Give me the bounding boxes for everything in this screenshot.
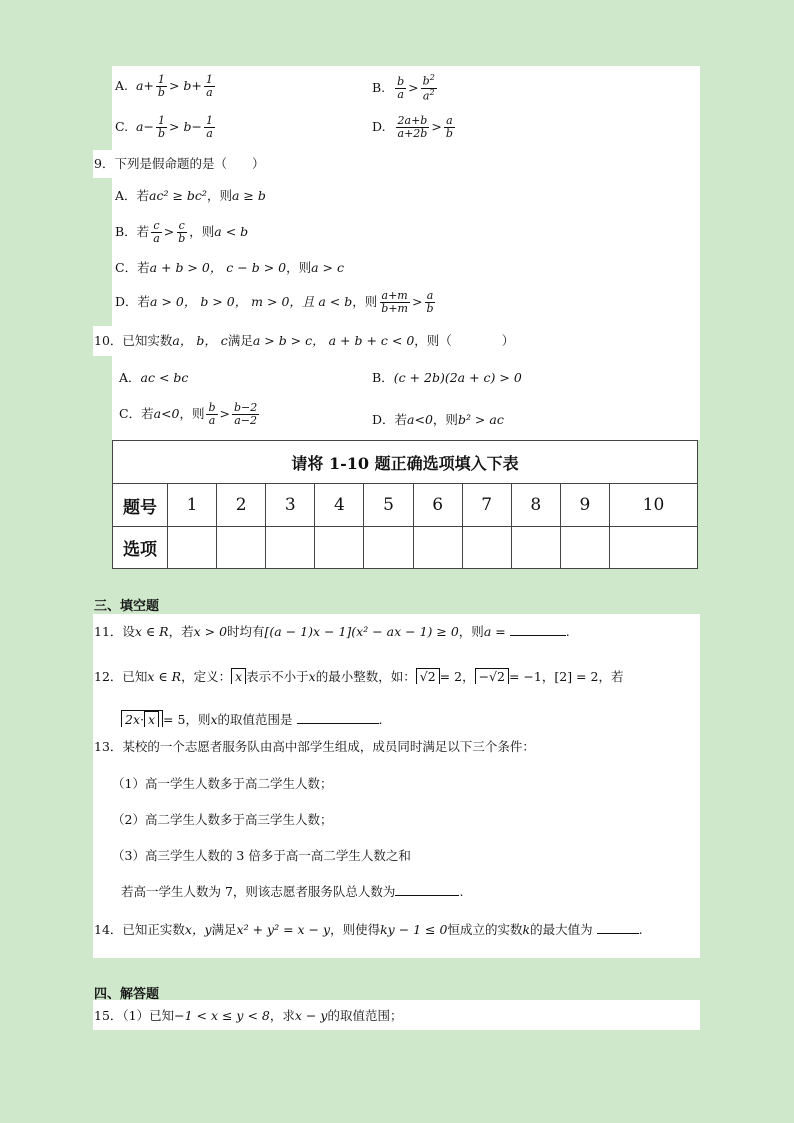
answer-cell[interactable] xyxy=(315,527,364,569)
answer-cell[interactable] xyxy=(266,527,315,569)
q10-stem: 10．已知实数a， b， c满足a > b > c， a + b + c < 0，则（ ） xyxy=(94,333,515,348)
answer-cell[interactable] xyxy=(413,527,462,569)
q10-option-d: D．若a<0，则b² > ac xyxy=(372,412,504,427)
option-label: C. xyxy=(115,119,129,135)
answer-table-title: 请将 1-10 题正确选项填入下表 xyxy=(113,441,698,484)
answer-table-number-row xyxy=(113,484,698,527)
answer-blank[interactable] xyxy=(297,723,379,724)
q8-option-a: A. a+ $\frac{1}{b}$ > b+ $\frac{1}{a}$ xyxy=(115,73,213,100)
answer-cell[interactable] xyxy=(217,527,266,569)
question-number-cell: 3 xyxy=(266,484,315,527)
option-label: A. xyxy=(115,78,129,94)
q10-options-block xyxy=(112,356,700,440)
option-label: B. xyxy=(372,79,386,95)
question-number-cell: 2 xyxy=(217,484,266,527)
question-number-cell: 5 xyxy=(364,484,413,527)
question-number-cell: 4 xyxy=(315,484,364,527)
q8-option-d: D. $\frac{2a+b}{a+2b}$ > $\frac{a}{b}$ xyxy=(372,114,453,141)
q8-option-b: B. $\frac{b}{a}$ > $\frac{b^2}{a^2}$ xyxy=(372,73,435,103)
question-number-cell: 6 xyxy=(413,484,462,527)
section-title-solutions: 四、解答题 xyxy=(94,987,160,1002)
q14: 14．已知正实数x，y满足x² + y² = x − y，则使得ky − 1 ≤ 0恒成立的实数k的最大值为 . xyxy=(94,922,643,937)
answer-cell[interactable] xyxy=(364,527,413,569)
q9-stem: 9．下列是假命题的是（ ） xyxy=(94,156,265,171)
q13-condition-1: （1）高一学生人数多于高二学生人数； xyxy=(112,776,333,791)
q13-condition-2: （2）高二学生人数多于高三学生人数； xyxy=(112,812,333,827)
q9-option-a: A．若ac² ≥ bc²，则a ≥ b xyxy=(115,188,266,203)
answer-cell[interactable] xyxy=(168,527,217,569)
q9-option-b: B．若 $\frac{c}{a}$ > $\frac{c}{b}$ ，则a < b xyxy=(115,219,249,246)
q11: 11．设x ∈ R，若x > 0时均有[(a − 1)x − 1](x² − ax − 1) ≥ 0，则a = . xyxy=(94,624,570,639)
question-number-cell: 8 xyxy=(511,484,560,527)
q12-line2: 2x· x = 5，则x的取值范围是 . xyxy=(121,710,383,727)
answer-blank[interactable] xyxy=(510,635,566,636)
q9-option-d: D．若a > 0， b > 0， m > 0，且 a < b，则 $\frac{a+m}{b+m}$ > $\frac{a}{b}$ xyxy=(115,289,434,316)
answer-table-option-row xyxy=(113,527,698,569)
answer-cell[interactable] xyxy=(511,527,560,569)
question-number-cell: 1 xyxy=(168,484,217,527)
q10-option-b: B．(c + 2b)(2a + c) > 0 xyxy=(372,370,522,385)
row-label-option: 选项 xyxy=(113,527,168,569)
answer-cell[interactable] xyxy=(560,527,609,569)
q9-option-c: C．若a + b > 0， c − b > 0，则a > c xyxy=(115,260,344,275)
answer-cell[interactable] xyxy=(462,527,511,569)
question-number-cell: 10 xyxy=(609,484,697,527)
question-number-cell: 9 xyxy=(560,484,609,527)
q13-question: 若高一学生人数为 7，则该志愿者服务队总人数为 . xyxy=(121,884,464,899)
section-title-fill-in: 三、填空题 xyxy=(94,599,160,614)
answer-blank[interactable] xyxy=(597,933,639,934)
answer-table xyxy=(112,440,698,569)
row-label-number: 题号 xyxy=(113,484,168,527)
answer-cell[interactable] xyxy=(609,527,697,569)
question-number-cell: 7 xyxy=(462,484,511,527)
answer-blank[interactable] xyxy=(395,895,459,896)
q10-option-a: A．ac < bc xyxy=(119,370,189,385)
option-label: D. xyxy=(372,119,386,135)
q15: 15．（1）已知−1 < x ≤ y < 8，求x − y的取值范围； xyxy=(94,1008,403,1023)
q13-condition-3: （3）高三学生人数的 3 倍多于高一高二学生人数之和 xyxy=(112,848,411,863)
q8-option-c: C. a− $\frac{1}{b}$ > b− $\frac{1}{a}$ xyxy=(115,114,213,141)
q10-option-c: C．若a<0，则 $\frac{b}{a}$ > $\frac{b-2}{a-2}$ xyxy=(119,401,258,428)
q13-stem: 13．某校的一个志愿者服务队由高中部学生组成，成员同时满足以下三个条件： xyxy=(94,739,535,754)
q12-line1: 12．已知x ∈ R，定义： x 表示不小于x的最小整数，如： √2 = 2， −√2 = −1，[2] = 2，若 xyxy=(94,669,624,684)
